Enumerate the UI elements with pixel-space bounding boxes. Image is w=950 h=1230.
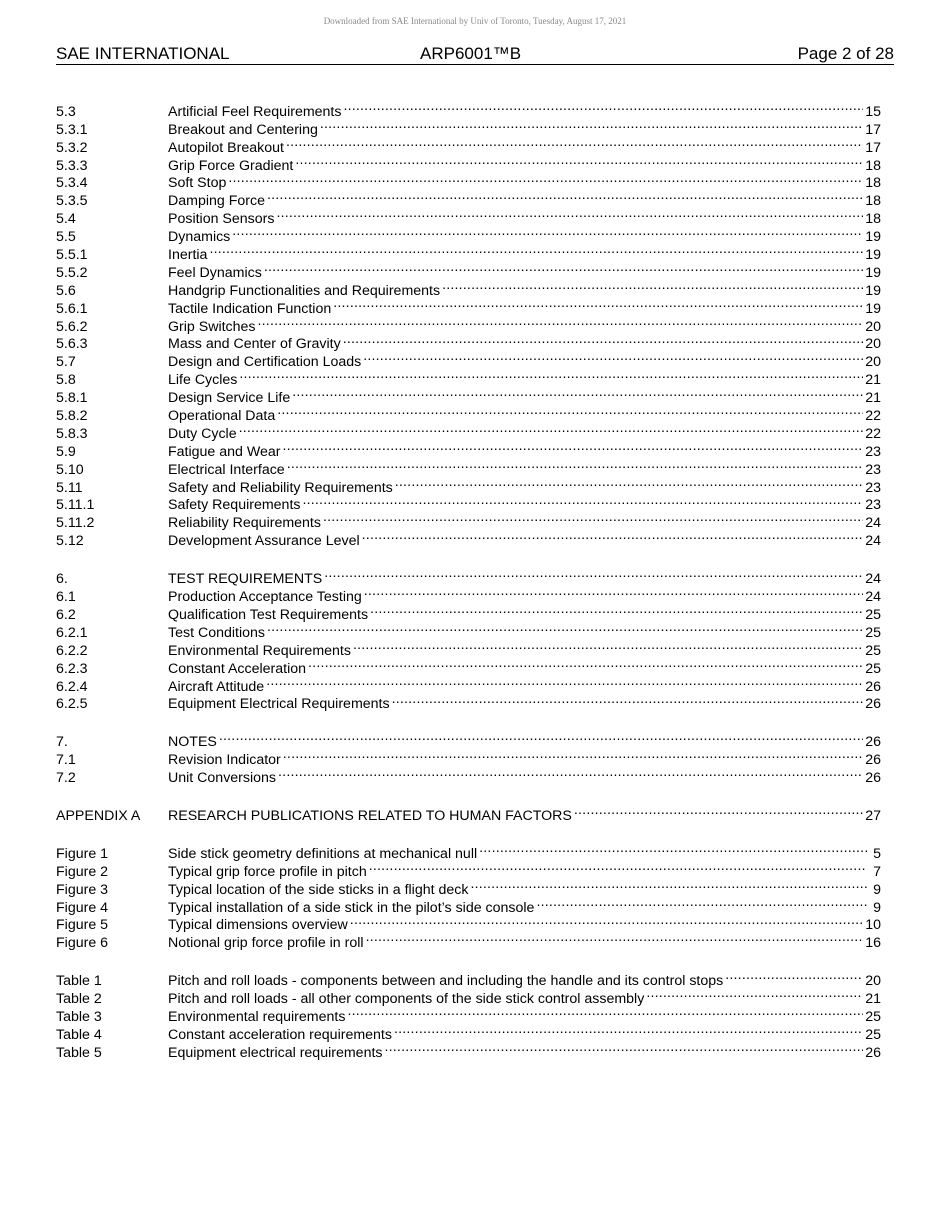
toc-entry-number: 5.4 (56, 211, 76, 228)
toc-entry-number: 6. (56, 571, 68, 588)
toc-entry-number: 5.3.2 (56, 139, 88, 156)
toc-dot-leader (302, 492, 863, 510)
toc-dot-leader (343, 98, 863, 116)
toc-entry-title: Safety and Reliability Requirements (168, 479, 393, 496)
toc-dot-leader (286, 134, 863, 152)
toc-entry-number: 6.2.4 (56, 678, 88, 695)
toc-dot-leader (295, 152, 863, 170)
toc-entry-number: 5.3.1 (56, 121, 88, 138)
toc-entry-title: Autopilot Breakout (168, 139, 284, 156)
toc-entry-title: Fatigue and Wear (168, 443, 281, 460)
toc-dot-leader (370, 601, 863, 619)
toc-dot-leader (347, 1003, 863, 1021)
toc-entry-title: Electrical Interface (168, 461, 285, 478)
toc-entry-page: 18 (865, 193, 881, 210)
toc-entry-page: 18 (865, 211, 881, 228)
toc-dot-leader (366, 929, 864, 947)
toc-dot-leader (343, 331, 864, 349)
page-header (56, 44, 894, 65)
toc-section (56, 565, 881, 713)
toc-entry-title: Equipment Electrical Requirements (168, 696, 390, 713)
toc-entry-page: 22 (865, 425, 881, 442)
toc-entry-number: 5.3.4 (56, 175, 88, 192)
toc-entry-title: Safety Requirements (168, 497, 301, 514)
toc-entry-page: 26 (865, 696, 881, 713)
toc-entry-title: Inertia (168, 247, 208, 264)
toc-entry-page: 20 (865, 336, 881, 353)
toc-dot-leader (364, 583, 863, 601)
table-of-contents (56, 98, 881, 1061)
toc-entry-title: Life Cycles (168, 372, 238, 389)
toc-entry-page: 15 (865, 103, 881, 120)
toc-section (56, 840, 881, 952)
toc-entry-title: Operational Data (168, 408, 276, 425)
toc-entry-number: 5.3.5 (56, 193, 88, 210)
toc-dot-leader (267, 187, 863, 205)
toc-entry-title: Qualification Test Requirements (168, 606, 369, 623)
toc-dot-leader (725, 967, 863, 985)
toc-dot-leader (267, 619, 863, 637)
toc-entry-page: 7 (873, 863, 881, 880)
toc-entry-page: 21 (865, 372, 881, 389)
toc-section (56, 728, 881, 787)
toc-entry-title: Breakout and Centering (168, 121, 318, 138)
toc-entry-number: 6.2.3 (56, 660, 88, 677)
toc-entry-number: 5.6.3 (56, 336, 88, 353)
toc-entry-title: Constant acceleration requirements (168, 1026, 392, 1043)
toc-entry-page: 23 (865, 497, 881, 514)
toc-entry-page: 24 (865, 515, 881, 532)
toc-dot-leader (574, 802, 863, 820)
toc-entry-number: Figure 6 (56, 935, 109, 952)
toc-entry-title: Design and Certification Loads (168, 354, 362, 371)
toc-entry-page: 19 (865, 300, 881, 317)
toc-entry-title: Grip Force Gradient (168, 157, 294, 174)
toc-dot-leader (369, 858, 867, 876)
header-organization: SAE INTERNATIONAL (56, 44, 230, 63)
toc-entry-page: 25 (865, 606, 881, 623)
toc-dot-leader (350, 912, 863, 930)
toc-dot-leader (646, 985, 863, 1003)
toc-entry-title: Revision Indicator (168, 752, 281, 769)
toc-entry-page: 25 (865, 624, 881, 641)
toc-entry-page: 9 (873, 899, 881, 916)
toc-entry-title: Environmental requirements (168, 1008, 346, 1025)
toc-entry-page: 27 (865, 807, 881, 824)
toc-entry-title: Typical grip force profile in pitch (168, 863, 367, 880)
toc-dot-leader (219, 728, 863, 746)
toc-entry-page: 10 (865, 917, 881, 934)
toc-dot-leader (258, 313, 864, 331)
toc-section (56, 98, 881, 550)
toc-entry-page: 19 (865, 282, 881, 299)
toc-entry-page: 24 (865, 533, 881, 550)
toc-entry-title: Pitch and roll loads - all other components of the side stick control assembly (168, 991, 645, 1008)
download-watermark: Downloaded from SAE International by Univ of Toronto, Tuesday, August 17, 2021 (323, 16, 627, 26)
toc-entry-number: Table 3 (56, 1008, 102, 1025)
toc-entry-title: Position Sensors (168, 211, 275, 228)
toc-entry-number: 5.3.3 (56, 157, 88, 174)
toc-entry-page: 19 (865, 247, 881, 264)
toc-entry-page: 23 (865, 479, 881, 496)
toc-dot-leader (283, 746, 863, 764)
toc-entry-title: Production Acceptance Testing (168, 589, 362, 606)
toc-entry-page: 20 (865, 318, 881, 335)
toc-entry-number: Figure 3 (56, 881, 109, 898)
toc-entry-title: TEST REQUIREMENTS (168, 571, 323, 588)
toc-entry-number: Table 2 (56, 991, 102, 1008)
toc-dot-leader (264, 259, 863, 277)
toc-entry-title: Mass and Center of Gravity (168, 336, 341, 353)
toc-entry-title: Duty Cycle (168, 425, 237, 442)
toc-entry-title: Feel Dynamics (168, 264, 262, 281)
toc-entry-page: 26 (865, 770, 881, 787)
toc-entry[interactable] (56, 565, 881, 588)
toc-entry-number: 5.8.3 (56, 425, 88, 442)
toc-entry-number: 5.5.1 (56, 247, 88, 264)
toc-entry-number: 7. (56, 734, 68, 751)
toc-entry-title: Typical dimensions overview (168, 917, 348, 934)
toc-dot-leader (324, 565, 863, 583)
toc-entry-number: 7.1 (56, 752, 76, 769)
toc-entry-title: Development Assurance Level (168, 533, 360, 550)
toc-entry-page: 20 (865, 973, 881, 990)
toc-entry-number: Figure 4 (56, 899, 109, 916)
toc-entry-page: 26 (865, 1044, 881, 1061)
toc-entry-page: 25 (865, 660, 881, 677)
toc-dot-leader (287, 456, 864, 474)
toc-entry-number: 5.12 (56, 533, 84, 550)
toc-entry-page: 26 (865, 752, 881, 769)
toc-entry-number: 5.6.1 (56, 300, 88, 317)
toc-dot-leader (362, 527, 864, 545)
toc-entry-title: Soft Stop (168, 175, 227, 192)
toc-entry-title: Typical installation of a side stick in the pilot’s side console (168, 899, 535, 916)
toc-entry-number: 5.9 (56, 443, 76, 460)
toc-dot-leader (320, 116, 863, 134)
header-page-number: Page 2 of 28 (797, 44, 894, 63)
toc-section (56, 967, 881, 1061)
toc-entry-page: 21 (865, 390, 881, 407)
toc-entry-page: 24 (865, 589, 881, 606)
toc-entry-number: 5.11.1 (56, 497, 95, 514)
toc-dot-leader (536, 894, 867, 912)
toc-dot-leader (442, 277, 863, 295)
toc-entry-page: 17 (865, 139, 881, 156)
header-document-id: ARP6001™B (420, 44, 522, 63)
toc-entry-title: Equipment electrical requirements (168, 1044, 383, 1061)
toc-dot-leader (239, 420, 864, 438)
toc-entry-title: Handgrip Functionalities and Requirements (168, 282, 441, 299)
toc-dot-leader (266, 673, 863, 691)
toc-entry-number: Table 5 (56, 1044, 102, 1061)
toc-entry-number: 5.6 (56, 282, 76, 299)
toc-dot-leader (209, 241, 863, 259)
toc-entry-number: 5.5.2 (56, 264, 88, 281)
toc-dot-leader (323, 509, 863, 527)
toc-entry-page: 26 (865, 734, 881, 751)
toc-entry-title: Dynamics (168, 229, 231, 246)
toc-entry-title: Design Service Life (168, 390, 291, 407)
toc-entry-number: 6.2.1 (56, 624, 88, 641)
toc-entry-title: Environmental Requirements (168, 642, 351, 659)
toc-entry-title: Grip Switches (168, 318, 256, 335)
toc-dot-leader (470, 876, 867, 894)
toc-entry-title: Unit Conversions (168, 770, 277, 787)
toc-entry-page: 18 (865, 175, 881, 192)
toc-entry-number: 5.3 (56, 103, 76, 120)
toc-entry-number: 5.8 (56, 372, 76, 389)
toc-entry-number: 6.2.2 (56, 642, 88, 659)
toc-entry-title: Typical location of the side sticks in a flight deck (168, 881, 469, 898)
toc-entry-page: 22 (865, 408, 881, 425)
toc-entry-number: Table 4 (56, 1026, 102, 1043)
toc-dot-leader (392, 691, 864, 709)
toc-entry-title: NOTES (168, 734, 217, 751)
toc-dot-leader (395, 474, 863, 492)
toc-dot-leader (292, 384, 863, 402)
toc-entry-title: Pitch and roll loads - components between and including the handle and its control stops (168, 973, 724, 990)
toc-entry-page: 9 (873, 881, 881, 898)
toc-entry-title: Aircraft Attitude (168, 678, 265, 695)
toc-entry-page: 16 (865, 935, 881, 952)
toc-section (56, 802, 881, 824)
toc-dot-leader (276, 205, 863, 223)
toc-entry-title: Damping Force (168, 193, 265, 210)
toc-entry-number: 5.5 (56, 229, 76, 246)
toc-entry-page: 17 (865, 121, 881, 138)
toc-dot-leader (278, 764, 863, 782)
toc-entry-title: Artificial Feel Requirements (168, 103, 342, 120)
toc-entry-number: Table 1 (56, 973, 102, 990)
toc-entry[interactable] (56, 98, 881, 120)
toc-entry-title: Side stick geometry definitions at mechanical null (168, 845, 478, 862)
toc-entry-page: 26 (865, 678, 881, 695)
toc-entry-page: 25 (865, 642, 881, 659)
toc-entry-title: Notional grip force profile in roll (168, 935, 364, 952)
toc-entry-page: 24 (865, 571, 881, 588)
toc-dot-leader (353, 637, 863, 655)
toc-dot-leader (363, 348, 863, 366)
toc-dot-leader (232, 223, 863, 241)
toc-entry-page: 25 (865, 1026, 881, 1043)
toc-entry-number: 5.7 (56, 354, 76, 371)
toc-dot-leader (479, 840, 867, 858)
toc-dot-leader (385, 1039, 864, 1057)
toc-entry-title: Constant Acceleration (168, 660, 307, 677)
toc-entry-page: 19 (865, 229, 881, 246)
toc-entry-number: Figure 2 (56, 863, 109, 880)
toc-entry-number: 5.6.2 (56, 318, 88, 335)
toc-entry-page: 23 (865, 443, 881, 460)
toc-entry-title: RESEARCH PUBLICATIONS RELATED TO HUMAN FACTORS (168, 807, 572, 824)
toc-entry-page: 23 (865, 461, 881, 478)
toc-entry-number: 7.2 (56, 770, 76, 787)
toc-dot-leader (239, 366, 863, 384)
toc-entry-page: 20 (865, 354, 881, 371)
toc-entry-number: 5.11.2 (56, 515, 95, 532)
toc-entry-title: Tactile Indication Function (168, 300, 332, 317)
toc-entry-number: 6.2.5 (56, 696, 88, 713)
toc-entry-number: Figure 1 (56, 845, 109, 862)
toc-entry-number: 5.10 (56, 461, 84, 478)
toc-entry-number: 5.8.1 (56, 390, 88, 407)
toc-entry-title: Reliability Requirements (168, 515, 321, 532)
toc-dot-leader (308, 655, 863, 673)
toc-entry-page: 25 (865, 1008, 881, 1025)
toc-entry-number: 6.1 (56, 589, 76, 606)
toc-entry-page: 19 (865, 264, 881, 281)
toc-entry[interactable] (56, 840, 881, 862)
toc-entry-page: 5 (873, 845, 881, 862)
toc-entry[interactable] (56, 967, 881, 990)
toc-entry-title: Test Conditions (168, 624, 265, 641)
toc-entry-page: 18 (865, 157, 881, 174)
toc-dot-leader (277, 402, 863, 420)
toc-dot-leader (228, 170, 863, 188)
toc-entry[interactable] (56, 802, 881, 824)
toc-entry-number: APPENDIX A (56, 807, 141, 824)
toc-entry-number: Figure 5 (56, 917, 109, 934)
toc-dot-leader (333, 295, 863, 313)
toc-entry-number: 5.11 (56, 479, 83, 496)
toc-entry-page: 21 (865, 991, 881, 1008)
toc-entry[interactable] (56, 728, 881, 751)
toc-entry-number: 5.8.2 (56, 408, 88, 425)
toc-dot-leader (394, 1021, 863, 1039)
toc-entry-number: 6.2 (56, 606, 76, 623)
toc-dot-leader (283, 438, 864, 456)
